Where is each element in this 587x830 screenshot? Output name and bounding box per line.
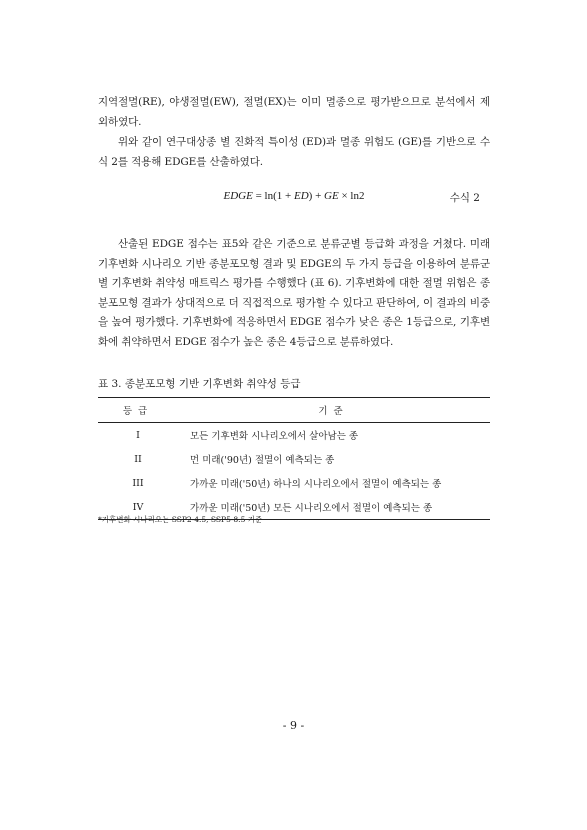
equation-block (98, 190, 490, 210)
table-header-row (98, 398, 490, 423)
paragraph-edge-grading: 산출된 EDGE 점수는 표5와 같은 기준으로 분류군별 등급화 과정을 거쳤다. 미래 기후변화 시나리오 기반 종분포모형 결과 및 EDGE의 두 가지 등급을 이용하여 분류군별 기후변화 취약성 매트릭스 평가를 수행했다 (표 6). 기후변화에 대한 절멸 위험은 종분포모형 결과가 상대적으로 더 직접적으로 평가할 수 있다고 판단하여, 이 결과의 비중을 높여 평가했다. 기후변화에 적응하면서 EDGE 점수가 낮은 종은 1등급으로, 기후변화에 취약하면서 EDGE 점수가 높은 종은 4등급으로 분류하였다. (98, 238, 490, 348)
criteria-cell: 먼 미래('90년) 절멸이 예측되는 종 (190, 455, 335, 466)
paragraph-extinction-exclusion: 지역절멸(RE), 야생절멸(EW), 절멸(EX)는 이미 멸종으로 평가받으므로 분석에서 제외하였다. (98, 96, 490, 128)
grade-table (98, 397, 490, 520)
vulnerability-grade-table (98, 397, 490, 520)
paragraph-edge-method: 위와 같이 연구대상종 별 진화적 특이성 (ED)과 멸종 위험도 (GE)를 기반으로 수식 2를 적용해 EDGE를 산출하였다. (98, 136, 490, 168)
page-number: - 9 - (282, 719, 305, 732)
table-row (98, 447, 490, 471)
table-footnote: *기후변화 시나리오는 SSP2-4.5, SSP5-8.5 기준 (98, 515, 263, 524)
table-row (98, 471, 490, 495)
header-criteria: 기준 (178, 398, 490, 423)
table-caption: 표 3. 종분포모형 기반 기후변화 취약성 등급 (98, 378, 301, 390)
grade-cell: I (136, 429, 140, 441)
header-grade: 등급 (98, 398, 178, 423)
criteria-cell: 가까운 미래('50년) 하나의 시나리오에서 절멸이 예측되는 종 (190, 479, 442, 490)
equation-formula: EDGE = ln(1 + ED) + GE × ln2 (223, 190, 365, 202)
table-row (98, 423, 490, 448)
equation-label: 수식 2 (449, 192, 480, 204)
grade-cell: II (134, 453, 142, 465)
grade-cell: IV (98, 495, 178, 520)
criteria-cell: 가까운 미래('50년) 모든 시나리오에서 절멸이 예측되는 종 (178, 495, 490, 520)
grade-cell: III (132, 477, 144, 489)
criteria-cell: 모든 기후변화 시나리오에서 살아남는 종 (190, 431, 359, 442)
